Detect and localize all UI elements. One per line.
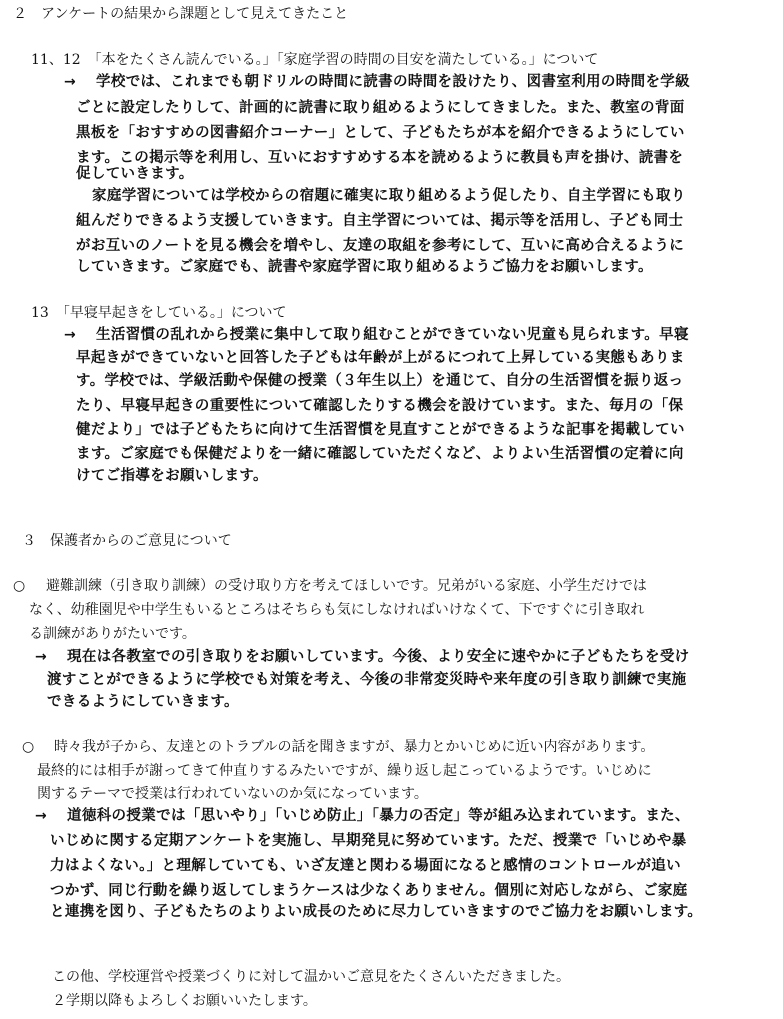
opinion-line: 最終的には相手が謝ってきて仲直りするみたいですが、繰り返し起こっているようです。いじめに [37, 763, 652, 779]
response-line: がお互いのノートを見る機会を増やし、友達の取組を参考にして、互いに高め合えるように [76, 238, 685, 254]
section-3-heading: ３ 保護者からのご意見について [22, 533, 232, 549]
arrow-icon: → [35, 808, 47, 824]
response-line: ごとに設定したりして、計画的に読書に取り組めるようにしてきました。また、教室の背面 [76, 100, 685, 116]
response-line: 黒板を「おすすめの図書紹介コーナー」として、子どもたちが本を紹介できるようにしてい [76, 125, 685, 141]
response-line: 組んだりできるよう支援していきます。自主学習については、掲示等を活用し、子ども同士 [76, 213, 684, 229]
section-2-heading: ２ アンケートの結果から課題として見えてきたこと [13, 6, 349, 22]
opinion-line: なく、幼稚園児や中学生もいるところはそちらも気にしなければいけなくて、下ですぐに引き取れ [29, 602, 645, 618]
response-line: 促していきます。 [76, 166, 194, 182]
response-line: 早起きができていないと回答した子どもは年齢が上がるにつれて上昇している実態もありま [76, 350, 685, 366]
response-line: できるようにしていきます。 [47, 694, 239, 710]
response-line: 生活習慣の乱れから授業に集中して取り組むことができていない児童も見られます。早寝 [96, 327, 689, 343]
opinion-line: 関するテーマで授業は行われていないのか気になっています。 [37, 786, 428, 802]
item-13-label: 13 「早寝早起きをしている。」について [31, 305, 287, 321]
response-line: けてご指導をお願いします。 [76, 468, 268, 484]
response-line: す。学校では、学級活動や保健の授業（３年生以上）を通じて、自分の生活習慣を振り返っ [76, 373, 684, 389]
response-line: していきます。ご家庭でも、読書や家庭学習に取り組めるようご協力をお願いします。 [76, 259, 653, 275]
arrow-icon: → [64, 74, 76, 90]
arrow-icon: → [64, 327, 76, 343]
arrow-icon: → [35, 649, 47, 665]
response-line: ます。この掲示等を利用し、互いにおすすめする本を読めるように教員も声を掛け、読書を [76, 150, 684, 166]
response-line: 道徳科の授業では「思いやり」「いじめ防止」「暴力の否定」等が組み込まれています。また、 [67, 808, 690, 824]
response-line: 健だより」では子どもたちに向けて生活習慣を見直すことができるような記事を掲載してい [76, 422, 685, 438]
bullet-circle-icon: ○ [13, 578, 26, 594]
opinion-line: る訓練がありがたいです。 [29, 626, 196, 642]
bullet-circle-icon: ○ [22, 739, 35, 755]
closing-line: この他、学校運営や授業づくりに対して温かいご意見をたくさんいただきました。 [52, 969, 570, 985]
response-line: ます。ご家庭でも保健だよりを一緒に確認していただくなど、よりよい生活習慣の定着に向 [76, 446, 684, 462]
response-line: 力はよくない。」と理解していても、いざ友達と関わる場面になると感情のコントロールが追い [50, 858, 682, 874]
response-line: 渡すことができるように学校でも対策を考え、今後の非常変災時や来年度の引き取り訓練で実施 [47, 672, 687, 688]
item-11-12-label: 11、12 「本をたくさん読んでいる。」「家庭学習の時間の目安を満たしている。」について [31, 52, 599, 68]
opinion-line: 避難訓練（引き取り訓練）の受け取り方を考えてほしいです。兄弟がいる家庭、小学生だけでは [46, 578, 647, 594]
response-line: 学校では、これまでも朝ドリルの時間に読書の時間を設けたり、図書室利用の時間を学級 [96, 74, 690, 90]
response-line: と連携を図り、子どもたちのよりよい成長のために尽力していきますのでご協力をお願いします。 [50, 904, 703, 920]
closing-line: ２学期以降もよろしくお願いいたします。 [52, 993, 317, 1009]
response-line: たり、早寝早起きの重要性について確認したりする機会を設けています。また、毎月の「保 [76, 398, 684, 414]
opinion-line: 時々我が子から、友達とのトラブルの話を聞きますが、暴力とかいじめに近い内容があります。 [54, 739, 655, 755]
response-line: 家庭学習については学校からの宿題に確実に取り組めるよう促したり、自主学習にも取り [92, 188, 686, 204]
response-line: つかず、同じ行動を繰り返してしまうケースは少なくありません。個別に対応しながら、ご家庭 [50, 883, 688, 899]
response-line: 現在は各教室での引き取りをお願いしています。今後、より安全に速やかに子どもたちを受け [67, 649, 690, 665]
response-line: いじめに関する定期アンケートを実施し、早期発見に努めています。ただ、授業で「いじめや暴 [50, 833, 687, 849]
